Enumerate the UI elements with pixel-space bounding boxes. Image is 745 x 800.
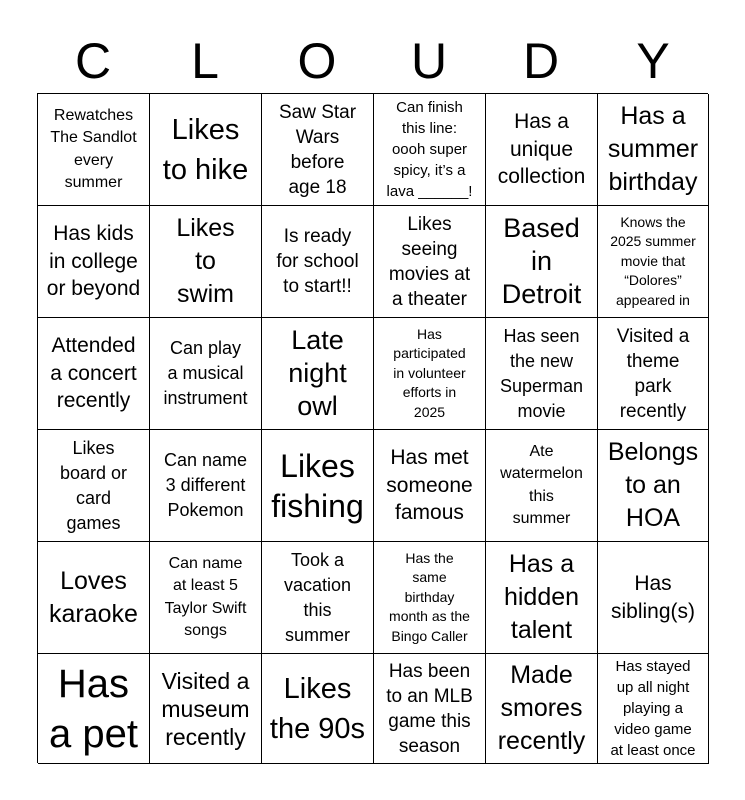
bingo-square[interactable] xyxy=(150,654,262,764)
header-letter: Y xyxy=(636,33,670,89)
bingo-square[interactable] xyxy=(150,430,262,542)
bingo-square[interactable] xyxy=(486,318,598,430)
square-text: Can name at least 5 Taylor Swift songs xyxy=(164,554,247,639)
square-text: Has a hidden talent xyxy=(503,550,580,644)
square-text: Belongs to an HOA xyxy=(607,438,699,532)
bingo-square[interactable] xyxy=(486,206,598,318)
bingo-square[interactable] xyxy=(486,94,598,206)
bingo-square[interactable] xyxy=(374,654,486,764)
square-text: Late night owl xyxy=(288,325,347,421)
bingo-square[interactable] xyxy=(374,542,486,654)
bingo-square[interactable] xyxy=(38,318,150,430)
square-text: Attended a concert recently xyxy=(50,334,137,413)
bingo-square[interactable] xyxy=(598,654,709,764)
bingo-square[interactable] xyxy=(374,430,486,542)
square-text: Has a summer birthday xyxy=(607,102,699,196)
square-text: Has participated in volunteer efforts in 2025 xyxy=(393,325,466,420)
square-text: Loves karaoke xyxy=(49,566,138,628)
bingo-square[interactable] xyxy=(486,542,598,654)
bingo-square[interactable] xyxy=(374,318,486,430)
square-text: Has the same birthday month as the Bingo Caller xyxy=(389,549,470,644)
square-text: Has stayed up all night playing a video game at least once xyxy=(610,658,696,759)
square-text: Likes seeing movies at a theater xyxy=(388,213,471,310)
bingo-board xyxy=(37,93,708,763)
square-text: Can finish this line: oooh super spicy, it’s a lava ______! xyxy=(386,99,473,200)
square-text: Likes to swim xyxy=(176,214,235,308)
bingo-square[interactable] xyxy=(262,94,374,206)
square-text: Has met someone famous xyxy=(386,446,473,525)
header-letter: L xyxy=(191,33,219,89)
bingo-square[interactable] xyxy=(598,318,709,430)
header-letter: C xyxy=(74,33,112,89)
square-text: Can name 3 different Pokemon xyxy=(163,450,248,520)
bingo-square[interactable] xyxy=(598,94,709,206)
square-text: Saw Star Wars before age 18 xyxy=(278,101,357,198)
square-text: Has a pet xyxy=(49,661,138,756)
bingo-square[interactable] xyxy=(486,654,598,764)
bingo-square[interactable] xyxy=(262,654,374,764)
square-text: Visited a theme park recently xyxy=(616,325,690,422)
square-text: Has been to an MLB game this season xyxy=(386,660,473,757)
bingo-square[interactable] xyxy=(150,542,262,654)
square-text: Has kids in college or beyond xyxy=(46,222,141,301)
square-text: Has a unique collection xyxy=(497,110,586,189)
bingo-square[interactable] xyxy=(38,206,150,318)
bingo-square[interactable] xyxy=(38,430,150,542)
square-text: Likes fishing xyxy=(271,447,364,524)
bingo-square[interactable] xyxy=(374,206,486,318)
bingo-square[interactable] xyxy=(598,542,709,654)
header-letter: U xyxy=(410,33,448,89)
square-text: Took a vacation this summer xyxy=(283,549,352,645)
bingo-square[interactable] xyxy=(38,94,150,206)
header-letter: O xyxy=(297,33,337,89)
bingo-square[interactable] xyxy=(262,318,374,430)
square-text: Made smores recently xyxy=(497,661,586,755)
square-text: Likes board or card games xyxy=(59,437,128,533)
square-text: Likes the 90s xyxy=(269,672,366,745)
bingo-square[interactable] xyxy=(374,94,486,206)
square-text: Is ready for school to start!! xyxy=(276,226,359,297)
bingo-square[interactable] xyxy=(150,318,262,430)
bingo-square[interactable] xyxy=(262,542,374,654)
bingo-square[interactable] xyxy=(150,94,262,206)
square-text: Has sibling(s) xyxy=(610,572,696,623)
square-text: Visited a museum recently xyxy=(161,667,250,750)
bingo-square[interactable] xyxy=(598,430,709,542)
square-text: Based in Detroit xyxy=(501,213,582,309)
header-letter: D xyxy=(522,33,560,89)
square-text: Ate watermelon this summer xyxy=(500,442,583,527)
square-text: Knows the 2025 summer movie that “Dolores” appeared in xyxy=(610,213,696,308)
square-text: Can play a musical instrument xyxy=(163,338,248,408)
bingo-square[interactable] xyxy=(262,206,374,318)
bingo-square[interactable] xyxy=(38,654,150,764)
bingo-square[interactable] xyxy=(598,206,709,318)
square-text: Likes to hike xyxy=(162,113,249,186)
bingo-header xyxy=(37,30,708,92)
bingo-square[interactable] xyxy=(38,542,150,654)
square-text: Rewatches The Sandlot every summer xyxy=(50,106,137,191)
bingo-square[interactable] xyxy=(486,430,598,542)
bingo-square[interactable] xyxy=(262,430,374,542)
bingo-square[interactable] xyxy=(150,206,262,318)
square-text: Has seen the new Superman movie xyxy=(499,325,584,421)
